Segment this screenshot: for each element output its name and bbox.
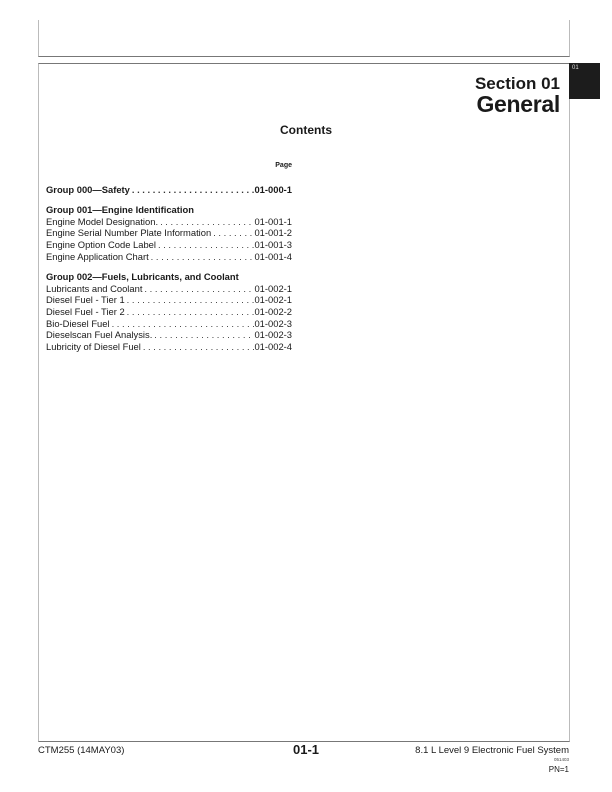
section-title: General — [476, 91, 560, 117]
toc-page: 01-002-4 — [254, 340, 292, 352]
dot-leader — [213, 227, 254, 239]
toc-entry[interactable] — [46, 216, 292, 228]
toc-entry-label: Engine Model Designation. — [46, 215, 159, 227]
toc-entry[interactable] — [46, 251, 292, 263]
toc-page: 01-002-1 — [254, 282, 292, 294]
footer-manual-title: 8.1 L Level 9 Electronic Fuel System — [415, 745, 569, 756]
toc-page: 01-001-2 — [254, 227, 292, 239]
page-column-header: Page — [275, 162, 292, 169]
toc-page: 01-002-1 — [254, 294, 292, 306]
toc-entry[interactable] — [46, 239, 292, 251]
dot-leader — [151, 251, 255, 263]
dot-leader — [127, 294, 255, 306]
toc-group-title: Group 002—Fuels, Lubricants, and Coolant — [46, 271, 239, 283]
toc-entry[interactable] — [46, 318, 292, 330]
dot-leader — [127, 306, 255, 318]
toc-entry-label: Diesel Fuel - Tier 2 — [46, 305, 125, 317]
dot-leader — [144, 283, 254, 295]
section-number: Section 01 — [474, 74, 560, 93]
toc-group-002-title — [46, 271, 292, 283]
dot-leader — [112, 318, 255, 330]
dot-leader — [132, 184, 255, 196]
section-tab-label: 01 — [572, 65, 579, 71]
header-frame — [38, 20, 570, 57]
dot-leader — [160, 216, 254, 228]
toc-entry[interactable] — [46, 294, 292, 306]
footer-date-code: 051403 — [553, 757, 569, 762]
toc-entry[interactable] — [46, 227, 292, 239]
toc-entry[interactable] — [46, 341, 292, 353]
table-of-contents — [46, 160, 292, 352]
toc-entry-label: Bio-Diesel Fuel — [46, 317, 110, 329]
toc-page: 01-001-1 — [254, 215, 292, 227]
dot-leader — [154, 329, 254, 341]
section-tab — [569, 63, 600, 99]
toc-entry[interactable] — [46, 329, 292, 341]
toc-page: 01-002-2 — [254, 305, 292, 317]
contents-heading: Contents — [280, 123, 332, 137]
footer-pn: PN=1 — [548, 765, 569, 774]
toc-entry[interactable] — [46, 283, 292, 295]
toc-entry-label: Engine Option Code Label — [46, 238, 156, 250]
footer-manual-id: CTM255 (14MAY03) — [38, 745, 125, 756]
toc-page: 01-002-3 — [254, 329, 292, 341]
dot-leader — [158, 239, 254, 251]
toc-page: 01-001-4 — [254, 250, 292, 262]
toc-entry-label: Lubricants and Coolant — [46, 282, 143, 294]
toc-entry-label: Lubricity of Diesel Fuel — [46, 340, 141, 352]
toc-entry-label: Engine Serial Number Plate Information — [46, 227, 212, 239]
toc-page: 01-002-3 — [254, 317, 292, 329]
toc-entry-label: Engine Application Chart — [46, 250, 149, 262]
footer-page-number: 01-1 — [292, 742, 320, 757]
toc-group-001-title — [46, 204, 292, 216]
toc-page: 01-001-3 — [254, 238, 292, 250]
toc-group-title: Group 001—Engine Identification — [46, 204, 194, 216]
toc-entry-label: Diesel Fuel - Tier 1 — [46, 294, 125, 306]
toc-entry-label: Dieselscan Fuel Analysis. — [46, 329, 153, 341]
toc-entry[interactable] — [46, 306, 292, 318]
toc-group-title: Group 000—Safety — [46, 183, 130, 195]
toc-page: 01-000-1 — [254, 183, 292, 195]
toc-group-000[interactable] — [46, 184, 292, 196]
dot-leader — [143, 341, 255, 353]
